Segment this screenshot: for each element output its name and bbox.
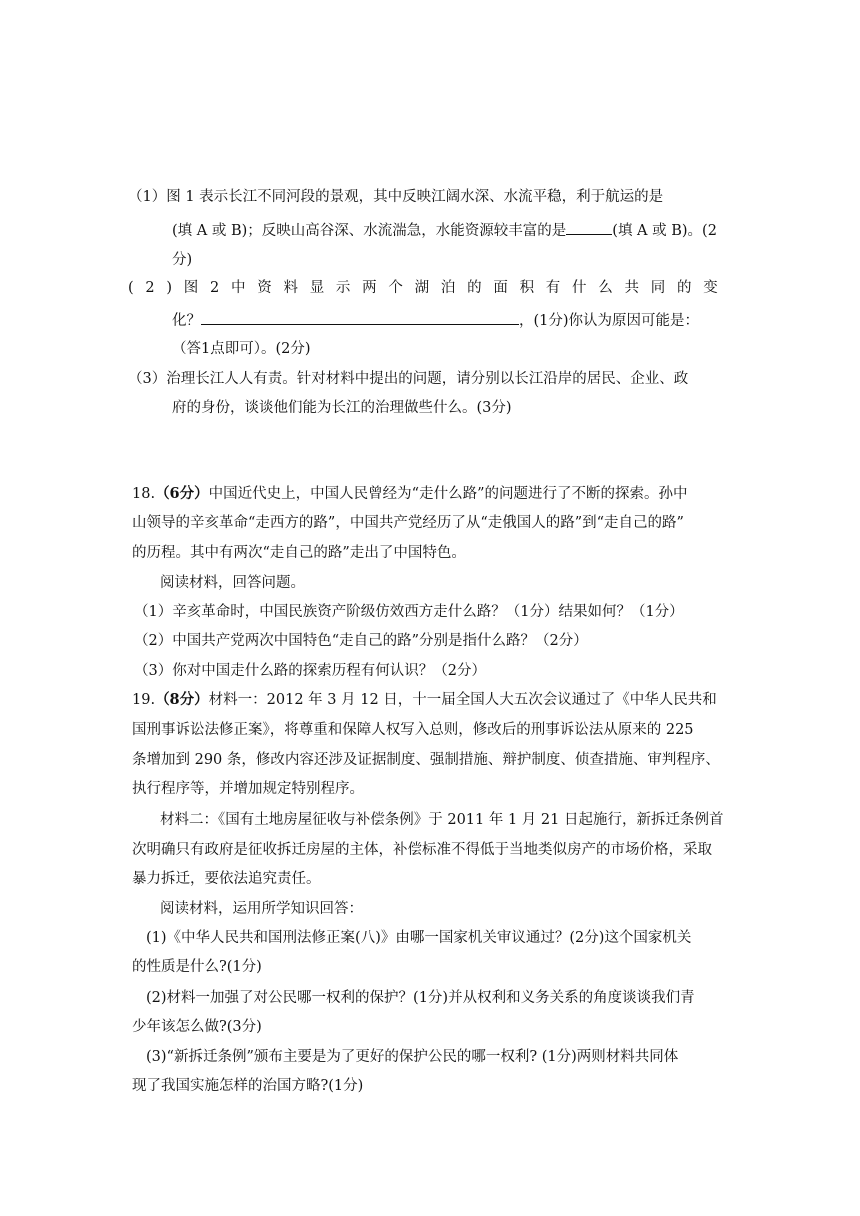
- q19-material1-text: 材料一：2012 年 3 月 12 日，十一届全国人大五次会议通过了《中华人民共和: [208, 692, 717, 708]
- q17-part2-text-a: 化？: [172, 313, 201, 329]
- q18-intro-line1: [132, 484, 687, 504]
- q19-material2-line1: 材料二：《国有土地房屋征收与补偿条例》于 2011 年 1 月 21 日起施行，新拆迁条例首: [160, 812, 724, 828]
- q19-sub1-line2: 的性质是什么?(1分): [132, 959, 262, 975]
- q18-instruction: 阅读材料，回答问题。: [160, 575, 305, 591]
- q17-part2-char: (: [128, 280, 134, 296]
- q17-part1-text-b: (填 A 或 B)。(2: [612, 223, 717, 239]
- q19-material2-line3: 暴力拆迁，要依法追究责任。: [132, 871, 321, 887]
- q18-intro-text: 中国近代史上，中国人民曾经为“走什么路”的问题进行了不断的探索。孙中: [208, 486, 688, 502]
- q17-part2-char: 什: [572, 280, 587, 296]
- q17-part2-char: 资: [257, 280, 272, 296]
- q17-part2-line1: [128, 278, 718, 298]
- q18-number: 18.: [132, 486, 156, 502]
- q17-part2-char: 中: [230, 280, 246, 296]
- q19-material1-line4: 执行程序等，并增加规定特别程序。: [132, 781, 364, 797]
- q17-part2-char: ): [166, 280, 173, 296]
- q17-part1-text-a: (填 A 或 B)；反映山高谷深、水流湍急，水能资源较丰富的是: [172, 223, 567, 239]
- q17-part2-line2: [172, 309, 699, 331]
- answer-blank: [201, 309, 519, 325]
- q19-sub1-line1: (1)《中华人民共和国刑法修正案(八)》由哪一国家机关审议通过？(2分)这个国家机关: [146, 930, 692, 946]
- q17-part2-char: 2: [145, 280, 155, 296]
- q17-part2-char: 显: [309, 280, 325, 296]
- q17-part1-line2: [172, 219, 717, 241]
- q17-part1-line3: 分): [172, 252, 193, 268]
- q18-intro-line3: 的历程。其中有两次“走自己的路”走出了中国特色。: [132, 545, 466, 561]
- q17-part2-line3: （答1点即可）。(2分): [172, 341, 311, 357]
- q18-sub1: （1）辛亥革命时，中国民族资产阶级仿效西方走什么路？（1分）结果如何？（1分）: [134, 604, 684, 620]
- q19-material1-line1: [132, 690, 717, 710]
- q19-score: （8分）: [155, 691, 209, 708]
- q19-material1-line3: 条增加到 290 条，修改内容还涉及证据制度、强制措施、辩护制度、侦查措施、审判程序、: [132, 752, 720, 768]
- q17-part2-char: 湖: [414, 280, 430, 296]
- q17-part2-char: 积: [519, 280, 535, 296]
- q17-part2-char: 图: [183, 280, 199, 296]
- q19-sub2-line2: 少年该怎么做?(3分): [132, 1019, 262, 1035]
- q18-sub3: （3）你对中国走什么路的探索历程有何认识？（2分）: [134, 663, 486, 679]
- q17-part2-text-b: ，(1分)你认为原因可能是：: [519, 313, 700, 329]
- q17-part2-char: 变: [703, 280, 718, 296]
- q18-sub2: （2）中国共产党两次中国特色“走自己的路”分别是指什么路？（2分）: [134, 633, 588, 649]
- q18-score: （6分）: [155, 485, 209, 502]
- q17-part2-char: 2: [210, 280, 220, 296]
- q19-sub3-line2: 现了我国实施怎样的治国方略?(1分): [132, 1078, 364, 1094]
- q17-part3-line1: （3）治理长江人人有责。针对材料中提出的问题，请分别以长江沿岸的居民、企业、政: [128, 371, 689, 387]
- q17-part2-char: 的: [467, 280, 482, 296]
- q17-part2-char: 有: [545, 280, 561, 296]
- q17-part3-line2: 府的身份，谈谈他们能为长江的治理做些什么。(3分): [172, 400, 512, 416]
- q19-sub3-line1: (3)“新拆迁条例”颁布主要是为了更好的保护公民的哪一权利? (1分)两则材料共同体: [146, 1049, 679, 1065]
- q19-material2-line2: 次明确只有政府是征收拆迁房屋的主体，补偿标准不得低于当地类似房产的市场价格，采取: [132, 842, 712, 858]
- q17-part1-line1: （1）图 1 表示长江不同河段的景观，其中反映江阔水深、水流平稳，利于航运的是: [128, 189, 664, 205]
- q17-part2-char: 泊: [440, 280, 456, 296]
- q17-part2-char: 同: [650, 280, 666, 296]
- q17-part2-char: 面: [493, 280, 508, 296]
- q17-part2-char: 么: [598, 280, 613, 296]
- q17-part2-char: 示: [335, 280, 351, 296]
- q19-instruction: 阅读材料，运用所学知识回答：: [160, 901, 363, 917]
- q17-part2-char: 的: [676, 280, 692, 296]
- answer-blank: [566, 219, 612, 235]
- q17-part2-char: 共: [624, 280, 639, 296]
- q19-sub2-line1: (2)材料一加强了对公民哪一权利的保护？(1分)并从权利和义务关系的角度谈谈我们青: [146, 990, 695, 1006]
- q17-part2-char: 两: [362, 280, 377, 296]
- q18-intro-line2: 山领导的辛亥革命“走西方的路”，中国共产党经历了从“走俄国人的路”到“走自己的路”: [132, 515, 684, 531]
- q17-part2-char: 个: [388, 280, 403, 296]
- q19-material1-line2: 国刑事诉讼法修正案》，将尊重和保障人权写入总则，修改后的刑事诉讼法从原来的 225: [132, 722, 694, 738]
- q19-number: 19.: [132, 692, 156, 708]
- q17-part2-char: 料: [283, 280, 298, 296]
